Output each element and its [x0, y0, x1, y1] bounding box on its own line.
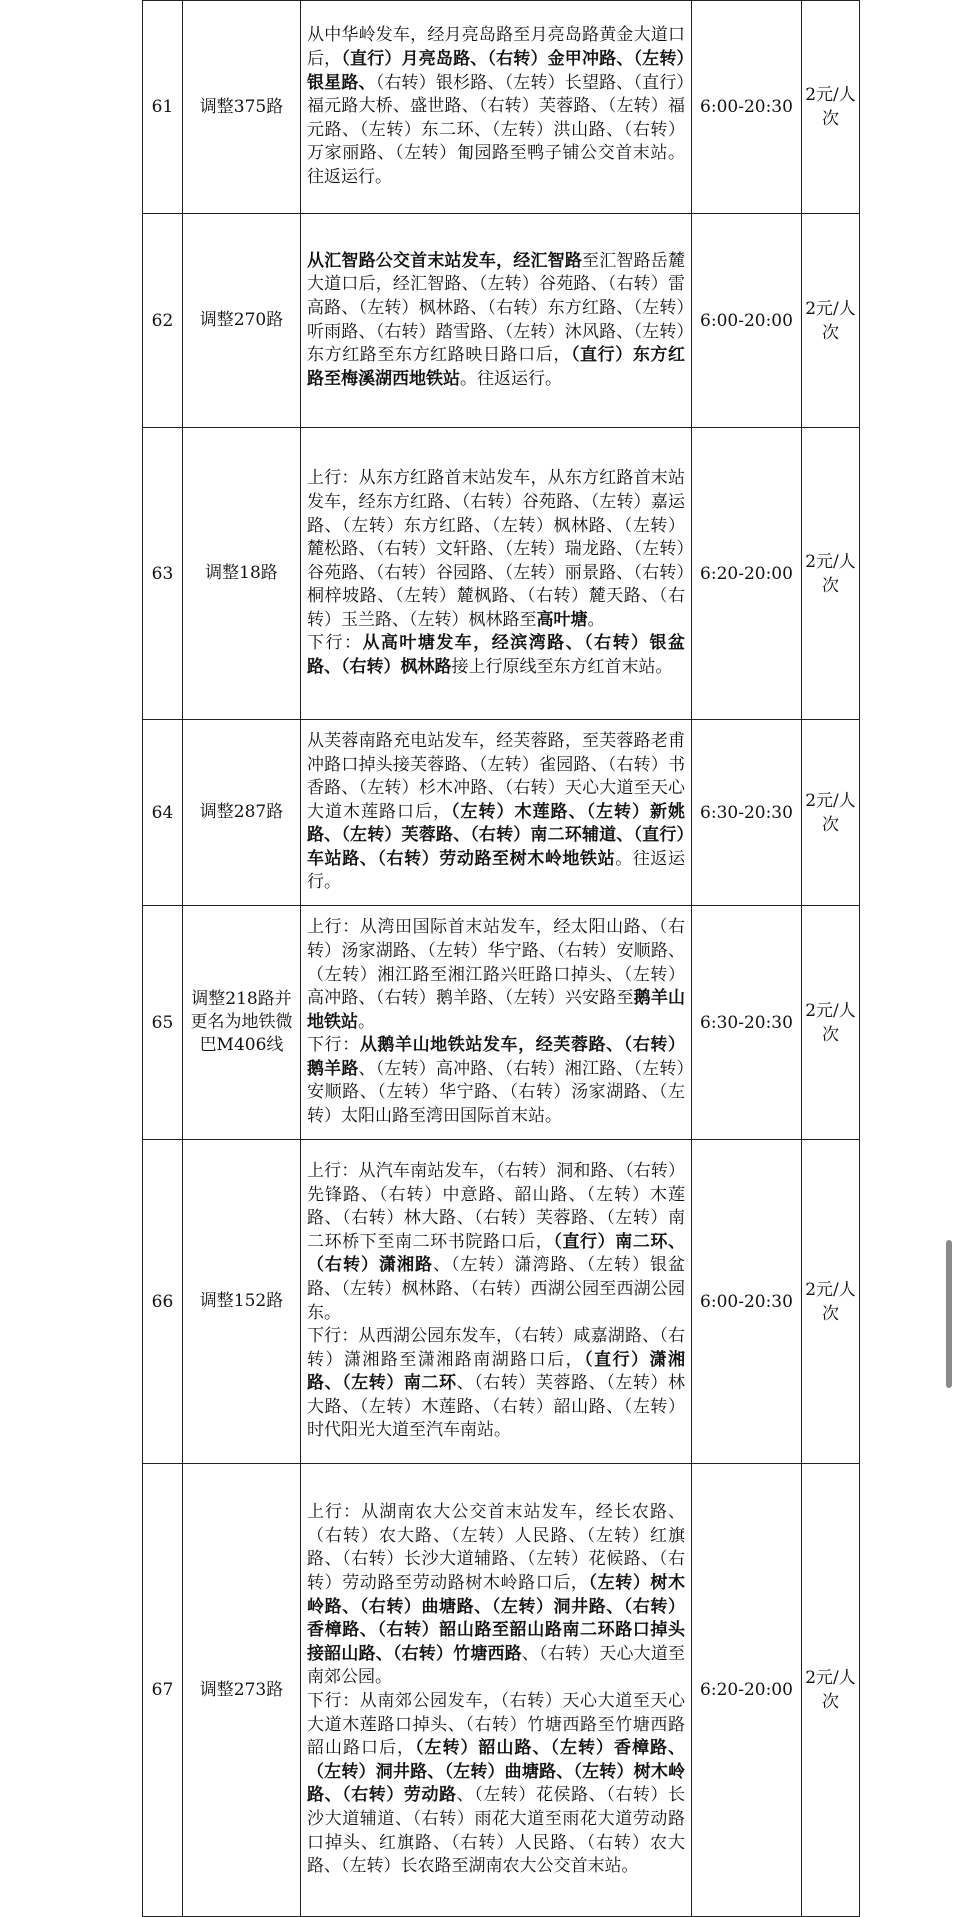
route-segment: （右转）银杉路、（左转）长望路、（直行）福元路大桥、盛世路、（右转）芙蓉路、（左转）福元路、（左转）东二环、（左转）洪山路、（右转）万家丽路、（左转）匍园路至鸭子铺公交首末站。往返运行。	[307, 72, 686, 187]
route-segment-bold: （左转）木莲路、（左转）新姚路、（左转）芙蓉路、（右转）南二环辅道、（直行）车站路、（右转）劳动路至树木岭地铁站	[307, 801, 685, 869]
route-segment-bold: （左转）韶山路、（左转）香樟路、（左转）洞井路、（左转）曲塘路、（左转）树木岭路、（右转）劳动路	[307, 1738, 685, 1806]
route-description	[301, 720, 692, 906]
row-number: 64	[143, 720, 183, 906]
service-hours: 6:20-20:00	[692, 1464, 802, 1917]
route-segment: 。往返运行。	[460, 368, 562, 389]
route-segment: 下行：从西湖公园东发车，（右转）咸嘉湖路、（右转）潇湘路至潇湘路南湖路口后，	[307, 1326, 685, 1370]
route-segment-bold: （左转）树木岭路、（右转）曲塘路、（左转）洞井路、（右转）香樟路、（右转）韶山路至韶山路南二环路口掉头接韶山路、（右转）竹塘西路	[307, 1573, 686, 1664]
service-hours: 6:30-20:30	[692, 906, 802, 1140]
row-number: 61	[143, 1, 183, 214]
row-number: 62	[143, 214, 183, 428]
fare: 2元/人次	[802, 428, 860, 720]
route-segment-bold: 鹅羊山地铁站	[307, 988, 686, 1032]
route-name: 调整18路	[183, 428, 301, 720]
service-hours: 6:00-20:30	[692, 1, 802, 214]
route-segment: 下行：	[307, 633, 363, 654]
table-row	[143, 214, 860, 428]
service-hours: 6:20-20:00	[692, 428, 802, 720]
route-segment: 接上行原线至东方红首末站。	[451, 657, 673, 678]
fare: 2元/人次	[802, 214, 860, 428]
table-row	[143, 720, 860, 906]
route-description	[301, 906, 692, 1140]
route-segment-bold: 从高叶塘发车，经滨湾路、（右转）银盆路、（右转）枫林路	[307, 633, 686, 678]
route-segment: 、（右转）芙蓉路、（左转）林大路、（左转）木莲路、（右转）韶山路、（左转）时代阳光大道至汽车南站。	[307, 1373, 686, 1441]
route-name: 调整270路	[183, 214, 301, 428]
route-segment-bold: （直行）月亮岛路、（右转）金甲冲路、（左转）银星路、	[307, 49, 686, 93]
route-name: 调整218路并更名为地铁微巴M406线	[183, 906, 301, 1140]
route-segment: 下行：从南郊公园发车，（右转）天心大道至天心大道木莲路口掉头、（右转）竹塘西路至竹塘西路韶山路口后，	[307, 1691, 685, 1759]
route-segment: 、（右转）天心大道至南郊公园。	[307, 1643, 686, 1688]
route-segment: 下行：	[307, 1035, 360, 1056]
table-row	[143, 906, 860, 1140]
route-segment: 至汇智路岳麓大道口后，经汇智路、（左转）谷苑路、（右转）雷高路、（左转）枫林路、（右转）东方红路、（左转）听雨路、（右转）踏雪路、（左转）沐风路、（左转）东方红路至东方红路映日路口后，	[307, 250, 685, 366]
route-segment: 、（左转）高冲路、（右转）湘江路、（左转）安顺路、（左转）华宁路、（右转）汤家湖路、（左转）太阳山路至湾田国际首末站。	[307, 1058, 686, 1127]
route-description	[301, 1, 692, 214]
route-segment-bold: 从鹅羊山地铁站发车，经芙蓉路、（右转）鹅羊路	[307, 1035, 686, 1079]
fare: 2元/人次	[802, 720, 860, 906]
table-row	[143, 1, 860, 214]
route-name: 调整273路	[183, 1464, 301, 1917]
route-segment-bold: （直行）东方红路至梅溪湖西地铁站	[307, 345, 686, 389]
route-segment: 、（左转）花侯路、（右转）长沙大道辅道、（右转）雨花大道至雨花大道劳动路口掉头、红旗路、（右转）人民路、（右转）农大路、（左转）长农路至湖南农大公交首末站。	[307, 1785, 686, 1877]
fare: 2元/人次	[802, 1464, 860, 1917]
scrollbar[interactable]	[946, 1240, 952, 1388]
route-segment: 、（左转）潇湾路、（左转）银盆路、（左转）枫林路、（右转）西湖公园至西湖公园东。	[307, 1255, 685, 1323]
route-description	[301, 214, 692, 428]
route-segment: 上行：从湾田国际首末站发车，经太阳山路、（右转）汤家湖路、（左转）华宁路、（右转）安顺路、（左转）湘江路至湘江路兴旺路口掉头、（左转）高冲路、（右转）鹅羊路、（左转）兴安路至	[307, 917, 685, 1009]
route-name: 调整287路	[183, 720, 301, 906]
route-segment: 。	[587, 609, 605, 630]
route-segment: 上行：从湖南农大公交首末站发车，经长农路、（右转）农大路、（左转）人民路、（左转）红旗路、（右转）长沙大道辅路、（左转）花候路、（右转）劳动路至劳动路树木岭路口后，	[307, 1502, 685, 1594]
route-segment-bold: 高叶塘	[536, 609, 588, 630]
fare: 2元/人次	[802, 1, 860, 214]
table-row	[143, 428, 860, 720]
route-description	[301, 428, 692, 720]
row-number: 67	[143, 1464, 183, 1917]
route-name: 调整152路	[183, 1140, 301, 1464]
route-segment-bold: 从汇智路公交首末站发车，经汇智路	[307, 250, 583, 271]
fare: 2元/人次	[802, 906, 860, 1140]
table-body	[143, 1, 860, 1917]
row-number: 66	[143, 1140, 183, 1464]
route-segment: 上行：从东方红路首末站发车，从东方红路首末站发车，经东方红路、（右转）谷苑路、（左转）嘉运路、（左转）东方红路、（左转）枫林路、（左转）麓松路、（右转）文轩路、（左转）瑞龙路、（左转）谷苑路、（右转）谷园路、（左转）丽景路、（右转）桐梓坡路、（左转）麓枫路、（右转）麓天路、（右转）玉兰路、（左转）枫林路至	[307, 468, 685, 630]
route-description	[301, 1464, 692, 1917]
row-number: 63	[143, 428, 183, 720]
route-segment: 从芙蓉南路充电站发车，经芙蓉路，至芙蓉路老甫冲路口掉头接芙蓉路、（左转）雀园路、（右转）书香路、（左转）杉木冲路、（右转）天心大道至天心大道木莲路口后，	[307, 730, 685, 822]
fare: 2元/人次	[802, 1140, 860, 1464]
route-segment-bold: （直行）南二环、（右转）潇湘路	[307, 1231, 686, 1276]
route-segment: 上行：从汽车南站发车，（右转）洞和路、（右转）先锋路、（右转）中意路、韶山路、（左转）木莲路、（右转）林大路、（右转）芙蓉路、（左转）南二环桥下至南二环书院路口后，	[307, 1160, 685, 1252]
service-hours: 6:00-20:30	[692, 1140, 802, 1464]
route-segment: 从中华岭发车，经月亮岛路至月亮岛路黄金大道口后，	[307, 25, 685, 70]
route-segment: 。	[358, 1011, 375, 1032]
table-row	[143, 1140, 860, 1464]
table-row	[143, 1464, 860, 1917]
route-segment: 。往返运行。	[307, 848, 686, 893]
row-number: 65	[143, 906, 183, 1140]
service-hours: 6:30-20:30	[692, 720, 802, 906]
service-hours: 6:00-20:00	[692, 214, 802, 428]
route-description	[301, 1140, 692, 1464]
route-adjustment-table	[142, 0, 860, 1917]
route-name: 调整375路	[183, 1, 301, 214]
route-segment-bold: （直行）潇湘路、（左转）南二环	[307, 1349, 685, 1394]
